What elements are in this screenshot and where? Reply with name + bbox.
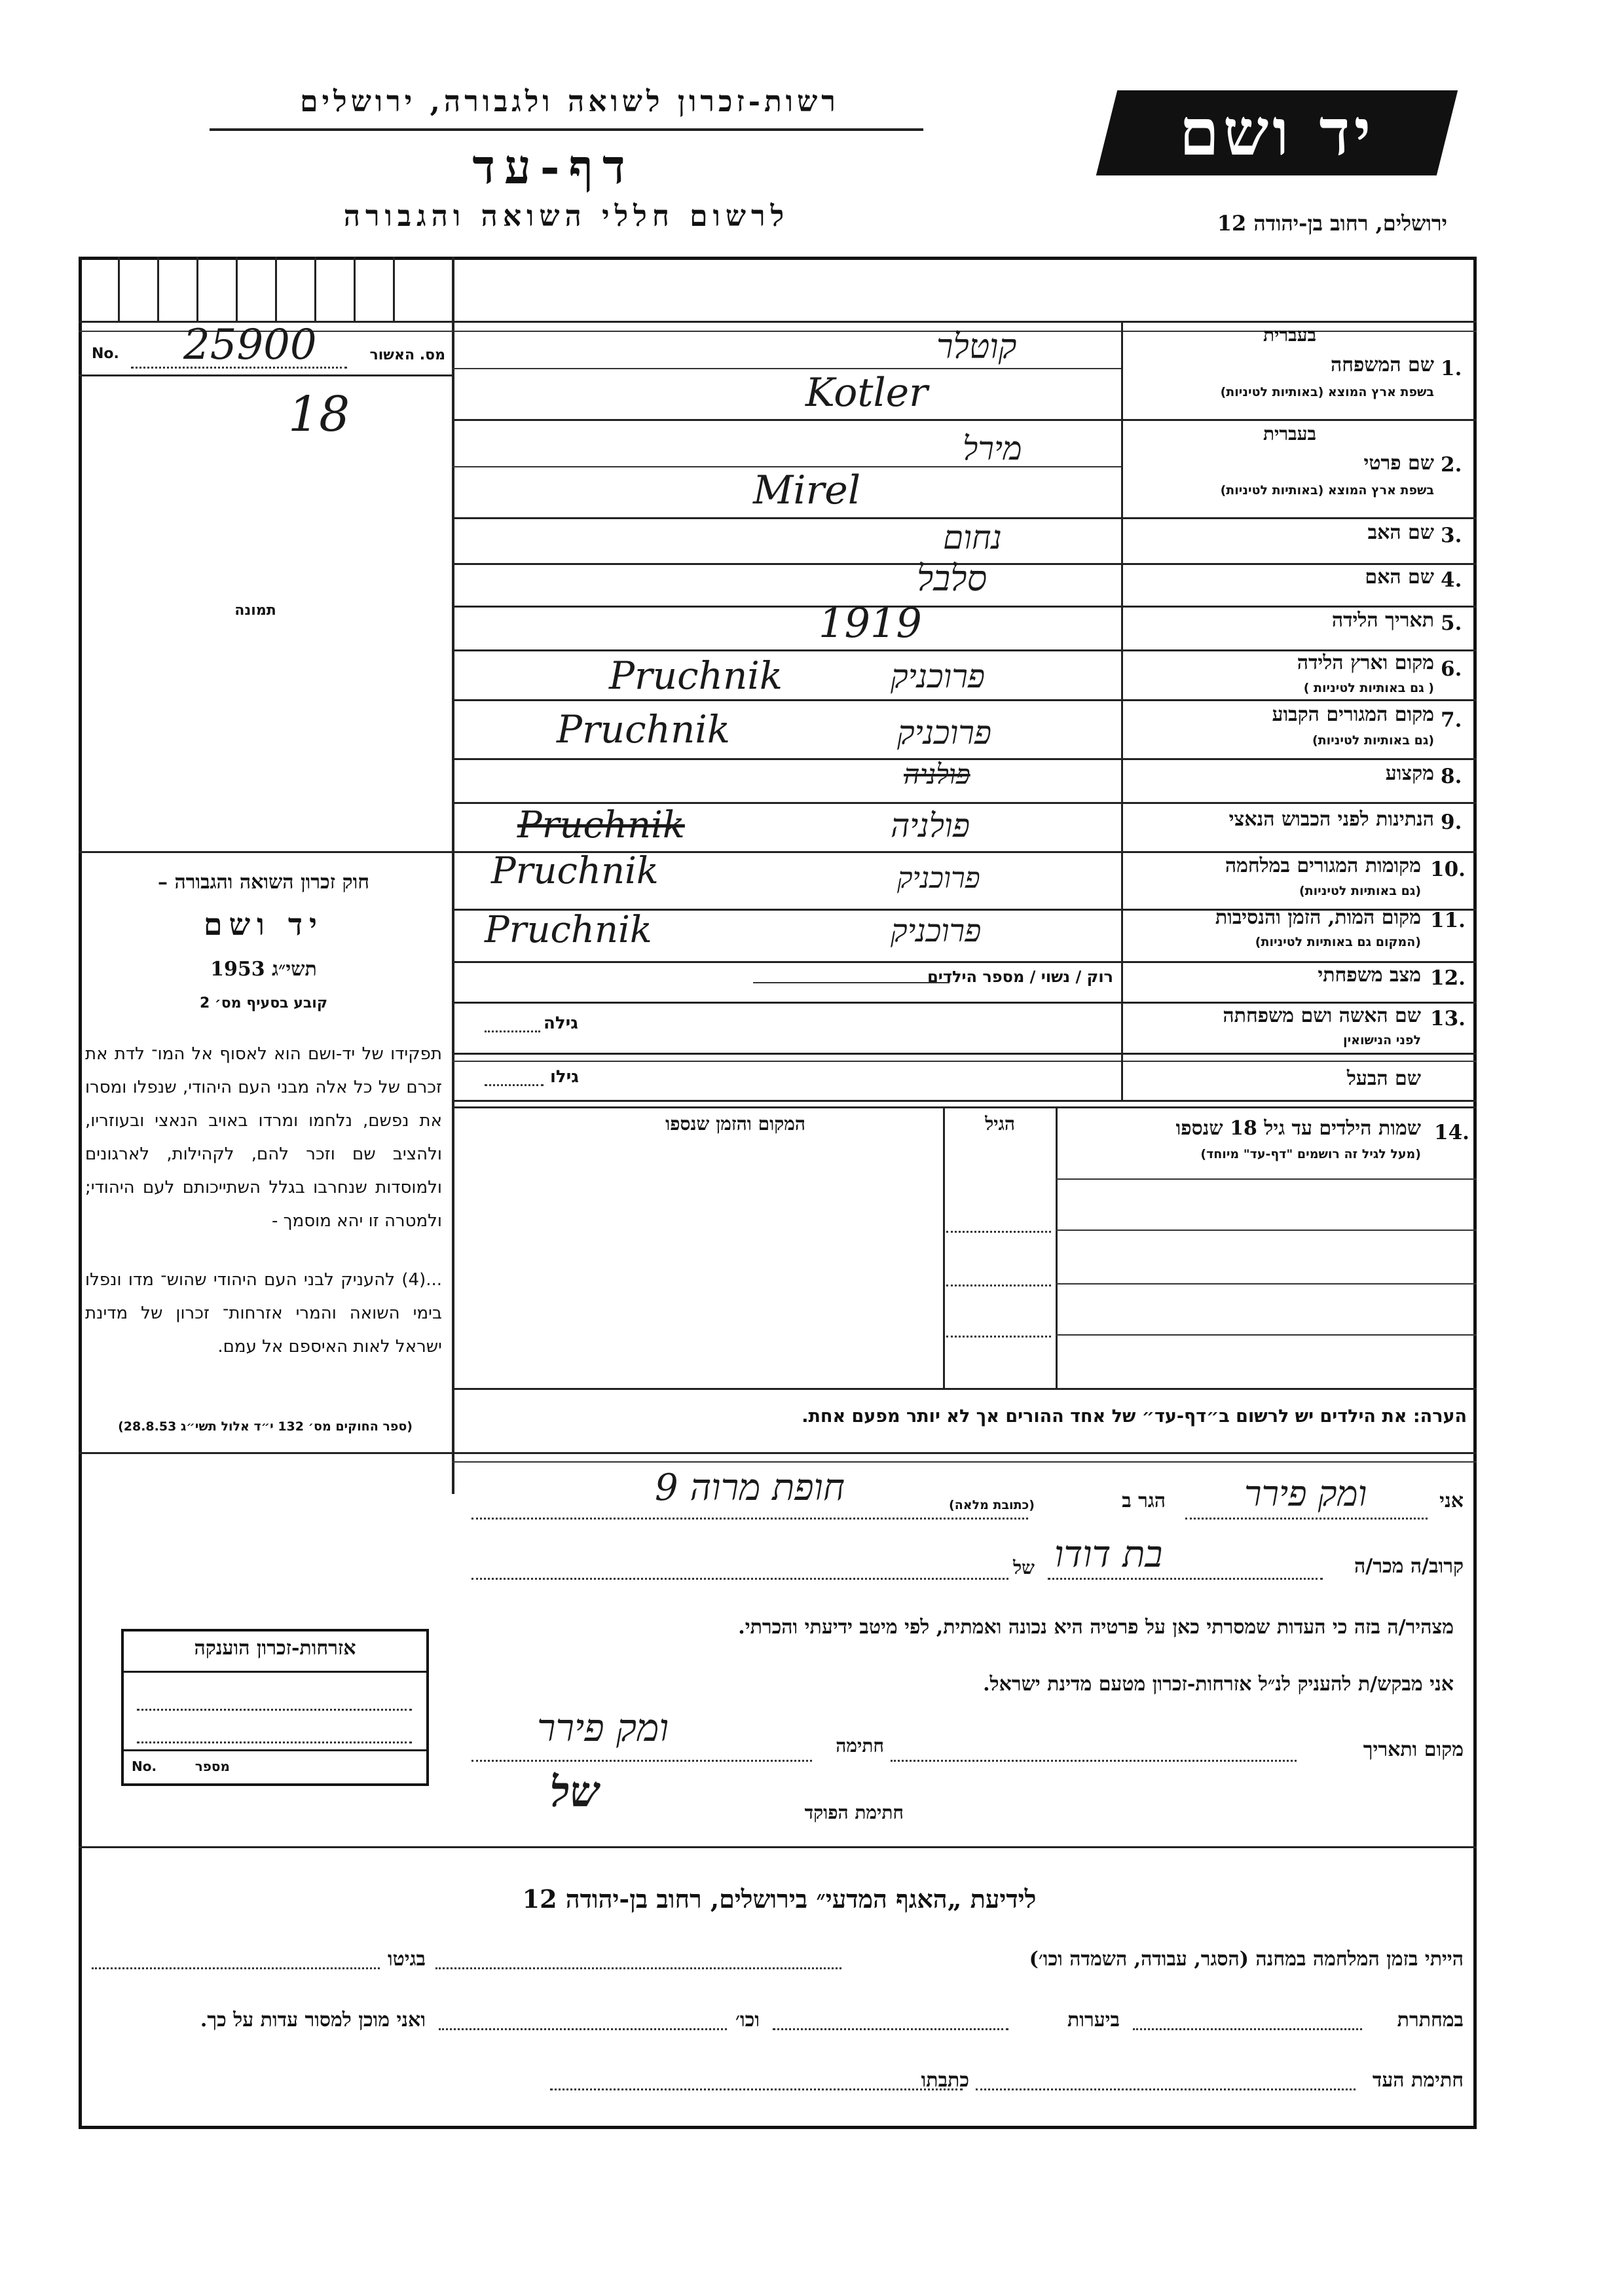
citizenship-number-label: מספר (194, 1758, 230, 1774)
citizenship-number-prefix: No. (132, 1758, 157, 1774)
citizenship-title: אזרחות-זכרון הוענקה (194, 1637, 356, 1660)
header-address: ירושלים, רחוב בן-יהודה 12 (1217, 211, 1447, 236)
f9-hebrew: פולניה (891, 807, 970, 845)
f13-label: שם האשה ושם משפחתה (1223, 1004, 1421, 1027)
f4-value: סלבל (917, 558, 987, 599)
officer-signature: של (550, 1768, 600, 1817)
bottom-line3-mid: כתבתו (921, 2069, 969, 2092)
officer-label: חתימת הפוקד (804, 1802, 904, 1823)
f7-hebrew: פרוכניק (897, 714, 992, 752)
yad-vashem-logo (1096, 90, 1458, 175)
bottom-line3-dots-2 (550, 2088, 963, 2090)
f1-num: 1. (1441, 357, 1462, 380)
bottom-section-top (79, 1846, 1477, 1848)
bottom-line1-dots (435, 1967, 841, 1969)
f9-num: 9. (1441, 811, 1462, 834)
f5-num: 5. (1441, 611, 1462, 635)
f1-label: שם המשפחה (1330, 354, 1434, 376)
f6-hebrew: פרוכניק (891, 657, 986, 695)
f8-value: פולניה (904, 758, 970, 790)
place-date-label: מקום ותאריך (1363, 1738, 1464, 1761)
f9-latin: Pruchnik (517, 804, 685, 847)
witness-name: ומק פירר (1244, 1473, 1367, 1514)
f7-num: 7. (1441, 708, 1462, 732)
of-label: של (1013, 1557, 1035, 1578)
f11-num: 11. (1430, 909, 1466, 932)
bottom-line2-mid: ביערות (1067, 2009, 1120, 2032)
f7-sub: (גם באותיות לטיניות) (1312, 733, 1434, 748)
registry-line (79, 374, 452, 376)
f14-label: שמות הילדים עד גיל 18 שנספו (1175, 1117, 1421, 1140)
f14-place-col: המקום והזמן שנספו (665, 1113, 805, 1135)
f5-label: תאריך הלידה (1331, 609, 1434, 632)
photo-label: תמונה (234, 602, 276, 619)
f10-num: 10. (1430, 858, 1466, 881)
f3-label: שם האב (1367, 521, 1434, 544)
f2-sub: בשפת ארץ המוצא (באותיות לטיניות) (1220, 483, 1434, 498)
form-title: דף-עד (472, 139, 635, 194)
f11-sub: (המקום גם באותיות לטיניות) (1255, 935, 1421, 949)
law-box-top (79, 851, 452, 853)
f7-latin: Pruchnik (557, 707, 730, 752)
f2-hebrew: מירל (963, 429, 1022, 467)
f4-num: 4. (1441, 568, 1462, 592)
label-divider (1121, 321, 1123, 1100)
f11-hebrew: פרוכניק (891, 913, 982, 949)
note-bottom (79, 1452, 1477, 1454)
resides-label: הגר ב (1122, 1489, 1166, 1512)
f13-num: 13. (1430, 1007, 1466, 1030)
f12-underline (753, 982, 950, 983)
of-dots (471, 1578, 1008, 1580)
bottom-line1-end: בגיטו (387, 1948, 426, 1971)
f14-sub: (מעל לגיל זה רושמים "דף-עד" מיוחד) (1200, 1147, 1421, 1161)
witness-address: חופת מרוה 9 (655, 1467, 845, 1509)
form-subtitle: לרשום חללי השואה והגבורה (343, 200, 790, 233)
children-col-divider-1 (1056, 1106, 1058, 1388)
left-column-divider (452, 257, 454, 1494)
f6-label: מקום וארץ הלידה (1297, 651, 1434, 674)
witness-signature: ומק פירר (537, 1705, 669, 1750)
law-paragraph: תפקידו של יד-ושם הוא לאסוף אל המו־ לדת את זכרם של כל אלה מבני העם היהודי, שנפלו ומסרו את נפשם, נלחמו ומרדו באויב הנאצי ובעוזריו, ולהציב שם וזכר להם, לקהילות, לארגונים ולמוסדות שנחרבו בגלל השתייכותם לעם היהודי; ולמטרה זו יהא מוסמך - (85, 1044, 442, 1231)
husband-age-dots (485, 1084, 544, 1086)
f10-label: מקומות המגורים במלחמה (1225, 854, 1421, 877)
bottom-line2-dots-1 (1133, 2028, 1362, 2030)
f13-age-label: גילה (544, 1013, 578, 1033)
f8-num: 8. (1441, 765, 1462, 788)
f12-label: מצב משפחתי (1318, 964, 1421, 987)
husband-divider (1121, 1053, 1123, 1100)
bottom-line2-dots-3 (439, 2028, 727, 2030)
f6-latin: Pruchnik (609, 653, 783, 698)
f12-num: 12. (1430, 966, 1466, 990)
f9-label: הנתינות לפני הכבוש הנאצי (1228, 808, 1434, 831)
f1-latin: Kotler (805, 370, 928, 416)
registry-number: 25900 (183, 321, 317, 369)
law-citation: (ספר החוקים מס׳ 132 י״ד אלול תשי״ג 28.8.53) (118, 1419, 413, 1434)
f1-hebrew: קוטלר (936, 327, 1017, 367)
husband-age-label: גילו (550, 1067, 579, 1087)
witness-address-dots (471, 1518, 1028, 1520)
f2-in-hebrew: בעברית (1263, 423, 1316, 445)
bottom-title: לידיעת „האגף המדעי״ בירושלים, רחוב בן-יהודה 12 (522, 1884, 1037, 1914)
logo-text: יד ושם (1179, 95, 1375, 170)
f2-latin: Mirel (753, 467, 861, 513)
relation-dots (1048, 1578, 1323, 1580)
f14-num: 14. (1434, 1121, 1469, 1144)
f13-age-dots (485, 1030, 540, 1032)
citizenship-box (121, 1629, 429, 1786)
org-line: רשות-זכרון לשואה ולגבורה, ירושלים (300, 85, 840, 118)
signature-label: חתימה (836, 1735, 884, 1757)
f10-latin: Pruchnik (491, 850, 659, 892)
f6-num: 6. (1441, 657, 1462, 681)
f11-label: מקום המות, הזמן והנסיבות (1215, 906, 1421, 929)
bottom-line3-dots-1 (976, 2088, 1356, 2090)
law-paragraph-2: ...(4) להעניק לבני העם היהודי שהוש־ מדו ונפלו בימי השואה והמרי אזרחות־ זכרון של מדינת ישראל לאות האיספם אל עמם. (85, 1270, 442, 1357)
f10-sub: (גם באותיות לטיניות) (1299, 884, 1421, 898)
bottom-line2-dots-2 (773, 2028, 1008, 2030)
law-title: חוק זכרון השואה והגבורה – (158, 871, 369, 894)
bottom-line1-label: הייתי בזמן המלחמה במחנה (הסגר, עבודה, השמדה וכו׳) (1029, 1948, 1464, 1971)
f12-options: רוק / נשוי / מספר הילדים (927, 968, 1113, 986)
bottom-line1-dots-2 (92, 1967, 380, 1969)
bottom-line2-etc: וכו׳ (735, 2009, 760, 2032)
f11-latin: Pruchnik (485, 909, 652, 951)
org-underline (210, 128, 923, 131)
f2-num: 2. (1441, 453, 1462, 477)
relation: בת דודו (1054, 1533, 1163, 1576)
witness-name-dots (1185, 1518, 1428, 1520)
i-label: אני (1439, 1489, 1464, 1512)
f1-in-hebrew: בעברית (1263, 324, 1316, 346)
relative-label: קרוב/ה מכר/ה (1354, 1555, 1464, 1578)
f3-value: נחום (943, 519, 1002, 556)
law-clause: קובע בסעיף מס׳ 2 (199, 995, 328, 1011)
note: הערה: את הילדים יש לרשום ב״דף-עד״ של אחד ההורים אך לא יותר מפעם אחת. (802, 1406, 1467, 1427)
f1-sub: בשפת ארץ המוצא (באותיות לטיניות) (1220, 385, 1434, 399)
f8-label: מקצוע (1385, 762, 1434, 785)
full-address-label: (כתובת מלאה) (949, 1498, 1035, 1512)
registry-number-sub: 18 (288, 386, 350, 443)
statement-1: מצהיר/ה בזה כי העדות שמסרתי כאן על פרטיה היא נכונה ואמתית, לפי מיטב ידיעתי והכרתי. (738, 1616, 1454, 1639)
bottom-line2-end: ואני מוכן למסור עדות על כך. (200, 2009, 426, 2032)
husband-label: שם הבעל (1346, 1067, 1421, 1090)
f5-value: 1919 (819, 599, 922, 647)
note-bottom-2 (452, 1461, 1477, 1463)
statement-2: אני מבקש/ת להעניק לנ״ל אזרחות-זכרון מטעם מדינת ישראל. (983, 1673, 1454, 1696)
f2-label: שם פרטי (1363, 452, 1434, 475)
note-top (452, 1388, 1477, 1390)
f13-divider (1121, 1002, 1123, 1053)
law-year: תשי״ג 1953 (210, 958, 317, 981)
f14-age-col: הגיל (985, 1113, 1015, 1135)
registry-number-label: No. (92, 346, 119, 362)
f3-num: 3. (1441, 524, 1462, 547)
f6-sub: ( גם באותיות לטיניות ) (1303, 681, 1434, 695)
f10-hebrew: פרוכניק (897, 862, 980, 895)
bottom-line3-start: חתימת העד (1372, 2069, 1464, 2092)
f7-label: מקום המגורים הקבוע (1272, 703, 1434, 726)
approval-label: מס. האשור (369, 347, 445, 363)
f13-sub: לפני הנישואין (1343, 1033, 1421, 1048)
bottom-line2-start: במחתרת (1397, 2009, 1464, 2032)
f4-label: שם האם (1365, 566, 1434, 589)
law-name: יד ושם (203, 907, 324, 942)
children-col-divider-2 (943, 1106, 945, 1388)
signature-dots (471, 1760, 812, 1762)
place-date-dots (891, 1760, 1297, 1762)
